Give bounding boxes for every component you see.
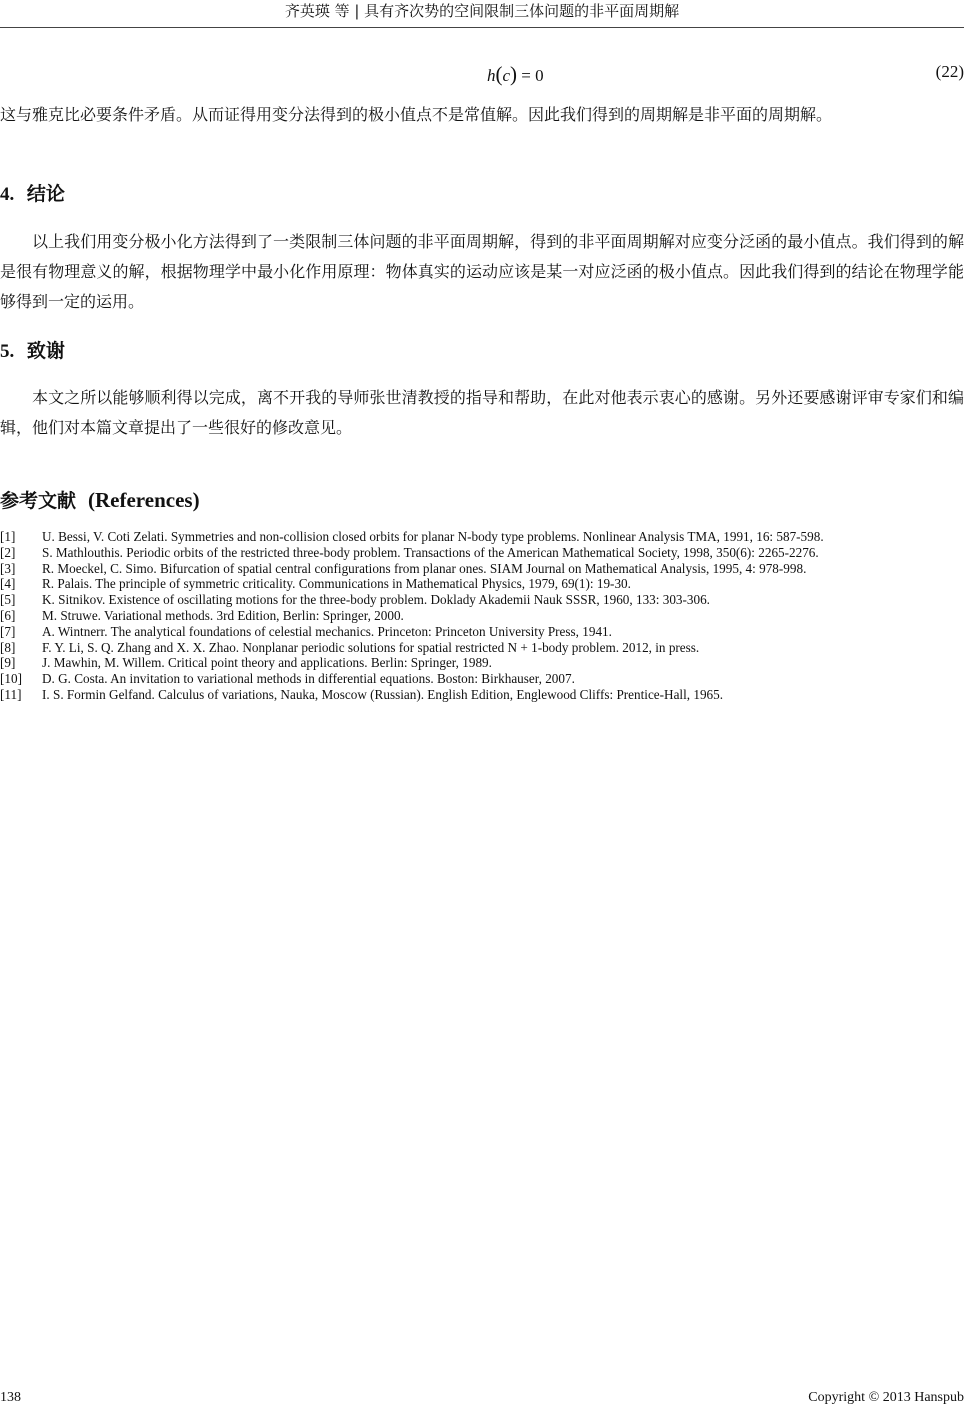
page-number: 138: [0, 1390, 21, 1405]
section-title: 致谢: [26, 340, 65, 362]
reference-item: [0, 640, 964, 656]
paragraph-conclusion-of-proof: 这与雅克比必要条件矛盾。从而证得用变分法得到的极小值点不是常值解。因此我们得到的周期解是非平面的周期解。: [0, 105, 833, 124]
reference-text: S. Mathlouthis. Periodic orbits of the restricted three-body problem. Transactions of the American Mathematical Society, 1998, 350(6): 2265-2276.: [42, 544, 819, 560]
reference-number: [11]: [0, 686, 22, 702]
equation-body: h(c) = 0: [487, 62, 544, 86]
reference-item: [0, 671, 964, 687]
reference-number: [3]: [0, 560, 16, 576]
reference-text: D. G. Costa. An invitation to variational methods in differential equations. Boston: Birkhauser, 2007.: [42, 671, 575, 687]
running-title: 齐英瑛 等 | 具有齐次势的空间限制三体问题的非平面周期解: [284, 2, 680, 20]
reference-item: [0, 561, 964, 577]
reference-item: [0, 687, 964, 703]
equation-22: [0, 62, 964, 88]
reference-item: [0, 592, 964, 608]
section-number: 5.: [0, 341, 15, 362]
reference-text: K. Sitnikov. Existence of oscillating motions for the three-body problem. Doklady Akademii Nauk SSSR, 1960, 133: 303-306.: [42, 592, 710, 608]
references-heading: [0, 486, 200, 515]
reference-item: [0, 545, 964, 561]
running-header: [0, 0, 964, 26]
reference-number: [2]: [0, 544, 16, 560]
reference-number: [7]: [0, 623, 16, 639]
reference-text: I. S. Formin Gelfand. Calculus of variations, Nauka, Moscow (Russian). English Edition, Englewood Cliffs: Prentice-Hall, 1965.: [42, 686, 724, 702]
reference-list: [0, 529, 964, 703]
reference-text: U. Bessi, V. Coti Zelati. Symmetries and non-collision closed orbits for planar N-body type problems. Nonlinear Analysis TMA, 1991, 16: 587-598.: [42, 529, 824, 544]
section-heading-conclusion: [0, 181, 65, 208]
reference-number: [6]: [0, 607, 16, 623]
reference-item: [0, 624, 964, 640]
reference-text: F. Y. Li, S. Q. Zhang and X. X. Zhao. Nonplanar periodic solutions for spatial restricted N + 1-body problem. 2012, in press.: [42, 639, 700, 655]
reference-text: J. Mawhin, M. Willem. Critical point theory and applications. Berlin: Springer, 1989.: [42, 655, 492, 671]
reference-number: [10]: [0, 671, 22, 687]
reference-number: [1]: [0, 529, 16, 544]
reference-text: R. Palais. The principle of symmetric criticality. Communications in Mathematical Physics, 1979, 69(1): 19-30.: [42, 576, 631, 592]
equation-function: h: [487, 66, 496, 85]
reference-text: M. Struwe. Variational methods. 3rd Edition, Berlin: Springer, 2000.: [42, 607, 404, 623]
reference-item: [0, 529, 964, 545]
reference-item: [0, 655, 964, 671]
reference-number: [4]: [0, 576, 16, 592]
section-heading-acknowledgements: [0, 338, 65, 365]
reference-text: R. Moeckel, C. Simo. Bifurcation of spatial central configurations from planar ones. SIAM Journal on Mathematical Analysis, 1995, 4: 978-998.: [42, 560, 807, 576]
equation-rhs: = 0: [521, 66, 544, 85]
copyright-notice: Copyright © 2013 Hanspub: [808, 1390, 964, 1405]
section-title: 结论: [26, 183, 65, 205]
section-number: 4.: [0, 184, 15, 205]
reference-number: [9]: [0, 655, 16, 671]
reference-text: A. Wintnerr. The analytical foundations of celestial mechanics. Princeton: Princeton University Press, 1941.: [42, 623, 612, 639]
references-heading-cn: 参考文献: [0, 490, 77, 512]
reference-number: [8]: [0, 639, 16, 655]
paragraph-conclusion: 以上我们用变分极小化方法得到了一类限制三体问题的非平面周期解，得到的非平面周期解对应变分泛函的最小值点。我们得到的解是很有物理意义的解，根据物理学中最小化作用原理：物体真实的运动应该是某一对应泛函的极小值点。因此我们得到的结论在物理学能够得到一定的运用。: [0, 232, 964, 311]
equation-number: (22): [935, 62, 964, 81]
reference-item: [0, 608, 964, 624]
header-rule: [0, 27, 964, 28]
reference-item: [0, 576, 964, 592]
references-heading-en: (References): [88, 488, 200, 512]
equation-argument: c: [502, 66, 511, 85]
paragraph-acknowledgements: 本文之所以能够顺利得以完成，离不开我的导师张世清教授的指导和帮助，在此对他表示衷心的感谢。另外还要感谢评审专家们和编辑，他们对本篇文章提出了一些很好的修改意见。: [0, 388, 964, 437]
reference-number: [5]: [0, 592, 16, 608]
